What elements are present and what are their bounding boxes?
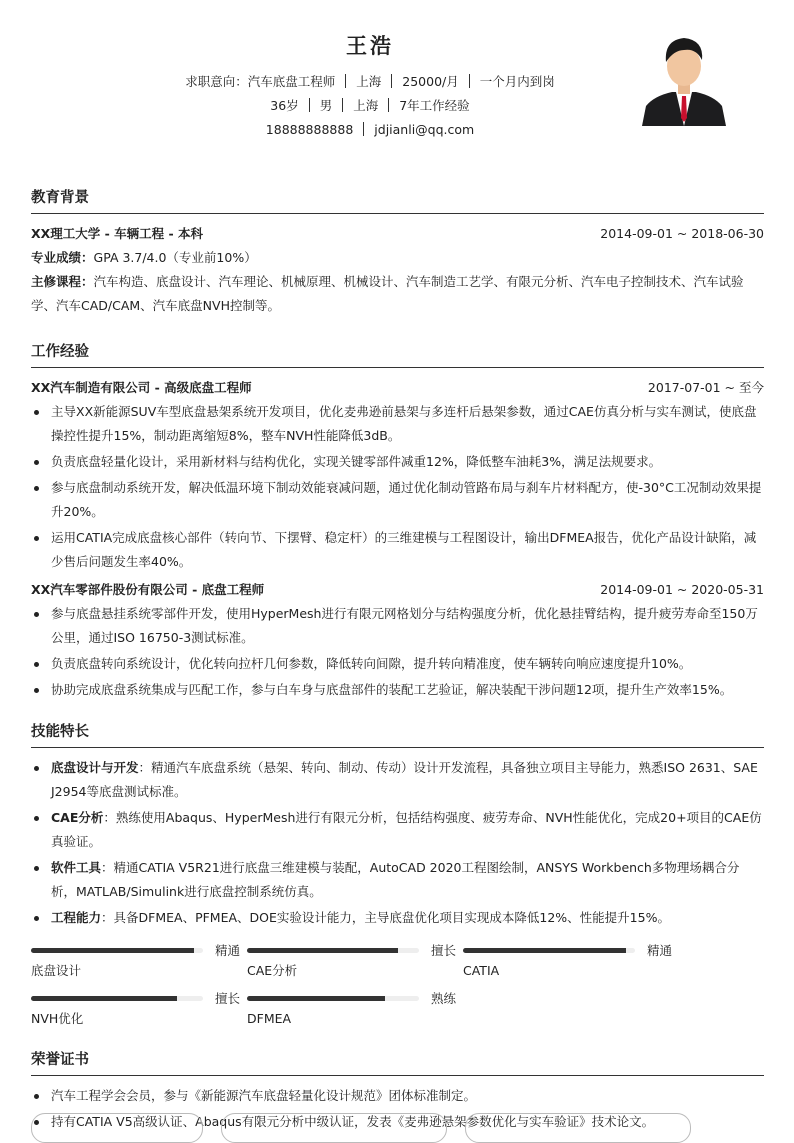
job-2-list xyxy=(31,602,764,702)
experience: 7年工作经验 xyxy=(399,98,470,113)
education-date: 2014-09-01 ~ 2018-06-30 xyxy=(600,226,764,241)
list-item: 底盘设计与开发：精通汽车底盘系统（悬架、转向、制动、传动）设计开发流程，具备独立项目主导能力，熟悉ISO 2631、SAE J2954等底盘测试标准。 xyxy=(31,756,764,804)
list-item: 运用CATIA完成底盘核心部件（转向节、下摆臂、稳定杆）的三维建模与工程图设计，输出DFMEA报告，优化产品设计缺陷，减少售后问题发生率40%。 xyxy=(31,526,764,574)
skill-bar xyxy=(247,948,419,953)
list-item: 协助完成底盘系统集成与匹配工作，参与白车身与底盘部件的装配工艺验证，解决装配干涉问题12项，提升生产效率15%。 xyxy=(31,678,764,702)
resume-body xyxy=(31,170,764,1136)
avatar xyxy=(640,28,728,126)
skill-bar-fill xyxy=(247,996,385,1001)
email: jdjianli@qq.com xyxy=(374,122,475,137)
list-item: 负责底盘转向系统设计，优化转向拉杆几何参数，降低转向间隙，提升转向精准度，使车辆转向响应速度提升10%。 xyxy=(31,652,764,676)
skills-list xyxy=(31,756,764,930)
info-line-2 xyxy=(60,94,680,118)
section-title-honors: 荣誉证书 xyxy=(31,1048,764,1076)
availability: 一个月内到岗 xyxy=(479,74,555,89)
skill-bar-fill xyxy=(31,996,177,1001)
section-title-work: 工作经验 xyxy=(31,340,764,368)
certificate-card xyxy=(221,1113,447,1143)
education-entry xyxy=(31,222,764,246)
skill-bar-item: 擅长 NVH优化 xyxy=(31,991,241,1026)
skill-bar-fill xyxy=(463,948,626,953)
section-title-skills: 技能特长 xyxy=(31,720,764,748)
list-item: 负责底盘轻量化设计，采用新材料与结构优化，实现关键零部件减重12%，降低整车油耗3%，满足法规要求。 xyxy=(31,450,764,474)
skill-bar xyxy=(247,996,419,1001)
skill-bar-fill xyxy=(247,948,398,953)
certificate-card xyxy=(31,1113,203,1143)
gpa: 专业成绩：GPA 3.7/4.0（专业前10%） xyxy=(31,250,257,265)
name: 王浩 xyxy=(346,34,394,58)
section-title-education: 教育背景 xyxy=(31,186,764,214)
skill-bars xyxy=(31,940,764,1030)
list-item: CAE分析：熟练使用Abaqus、HyperMesh进行有限元分析，包括结构强度、疲劳寿命、NVH性能优化，完成20+项目的CAE仿真验证。 xyxy=(31,806,764,854)
list-item: 持有CATIA V5高级认证、Abaqus有限元分析中级认证，发表《麦弗逊悬架参数优化与实车验证》技术论文。 xyxy=(31,1110,764,1134)
skill-bar-item: 精通 底盘设计 xyxy=(31,943,241,978)
school: XX理工大学 - 车辆工程 - 本科 xyxy=(31,226,204,241)
skill-bar-fill xyxy=(31,948,194,953)
info-line-1 xyxy=(60,70,680,94)
city: 上海 xyxy=(353,98,379,113)
list-item: 参与底盘制动系统开发，解决低温环境下制动效能衰减问题，通过优化制动管路布局与刹车片材料配方，使-30°C工况制动效果提升20%。 xyxy=(31,476,764,524)
gender: 男 xyxy=(319,98,333,113)
age: 36岁 xyxy=(270,98,299,113)
skill-bar-item: 精通 CATIA xyxy=(463,943,673,978)
list-item: 汽车工程学会会员，参与《新能源汽车底盘轻量化设计规范》团体标准制定。 xyxy=(31,1084,764,1108)
courses: 主修课程：汽车构造、底盘设计、汽车理论、机械原理、机械设计、汽车制造工艺学、有限元分析、汽车电子控制技术、汽车试验学、汽车CAD/CAM、汽车底盘NVH控制等。 xyxy=(31,274,744,313)
skill-bar xyxy=(31,948,203,953)
salary: 25000/月 xyxy=(402,74,459,89)
job-city: 上海 xyxy=(356,74,382,89)
info-line-3 xyxy=(60,118,680,142)
skill-bar-item: 擅长 CAE分析 xyxy=(247,943,457,978)
phone: 18888888888 xyxy=(265,122,354,137)
job-header: XX汽车制造有限公司 - 高级底盘工程师 2017-07-01 ~ 至今 xyxy=(31,380,764,395)
skill-bar xyxy=(31,996,203,1001)
list-item: 参与底盘悬挂系统零部件开发，使用HyperMesh进行有限元网格划分与结构强度分析，优化悬挂臂结构，提升疲劳寿命至150万公里，通过ISO 16750-3测试标准。 xyxy=(31,602,764,650)
job-intent: 求职意向：汽车底盘工程师 xyxy=(185,74,336,89)
skill-bar xyxy=(463,948,635,953)
list-item: 主导XX新能源SUV车型底盘悬架系统开发项目，优化麦弗逊前悬架与多连杆后悬架参数，通过CAE仿真分析与实车测试，使底盘操控性提升15%，制动距离缩短8%，整车NVH性能降低3dB。 xyxy=(31,400,764,448)
job-header: XX汽车零部件股份有限公司 - 底盘工程师 2014-09-01 ~ 2020-05-31 xyxy=(31,582,764,597)
certificate-card xyxy=(465,1113,691,1143)
job-1-list xyxy=(31,400,764,574)
list-item: 软件工具：精通CATIA V5R21进行底盘三维建模与装配，AutoCAD 2020工程图绘制，ANSYS Workbench多物理场耦合分析，MATLAB/Simulink进行底盘控制系统仿真。 xyxy=(31,856,764,904)
list-item: 工程能力：具备DFMEA、PFMEA、DOE实验设计能力，主导底盘优化项目实现成本降低12%、性能提升15%。 xyxy=(31,906,764,930)
skill-bar-item: 熟练 DFMEA xyxy=(247,991,457,1026)
resume-header xyxy=(0,30,680,142)
certificate-cards xyxy=(31,1113,691,1143)
